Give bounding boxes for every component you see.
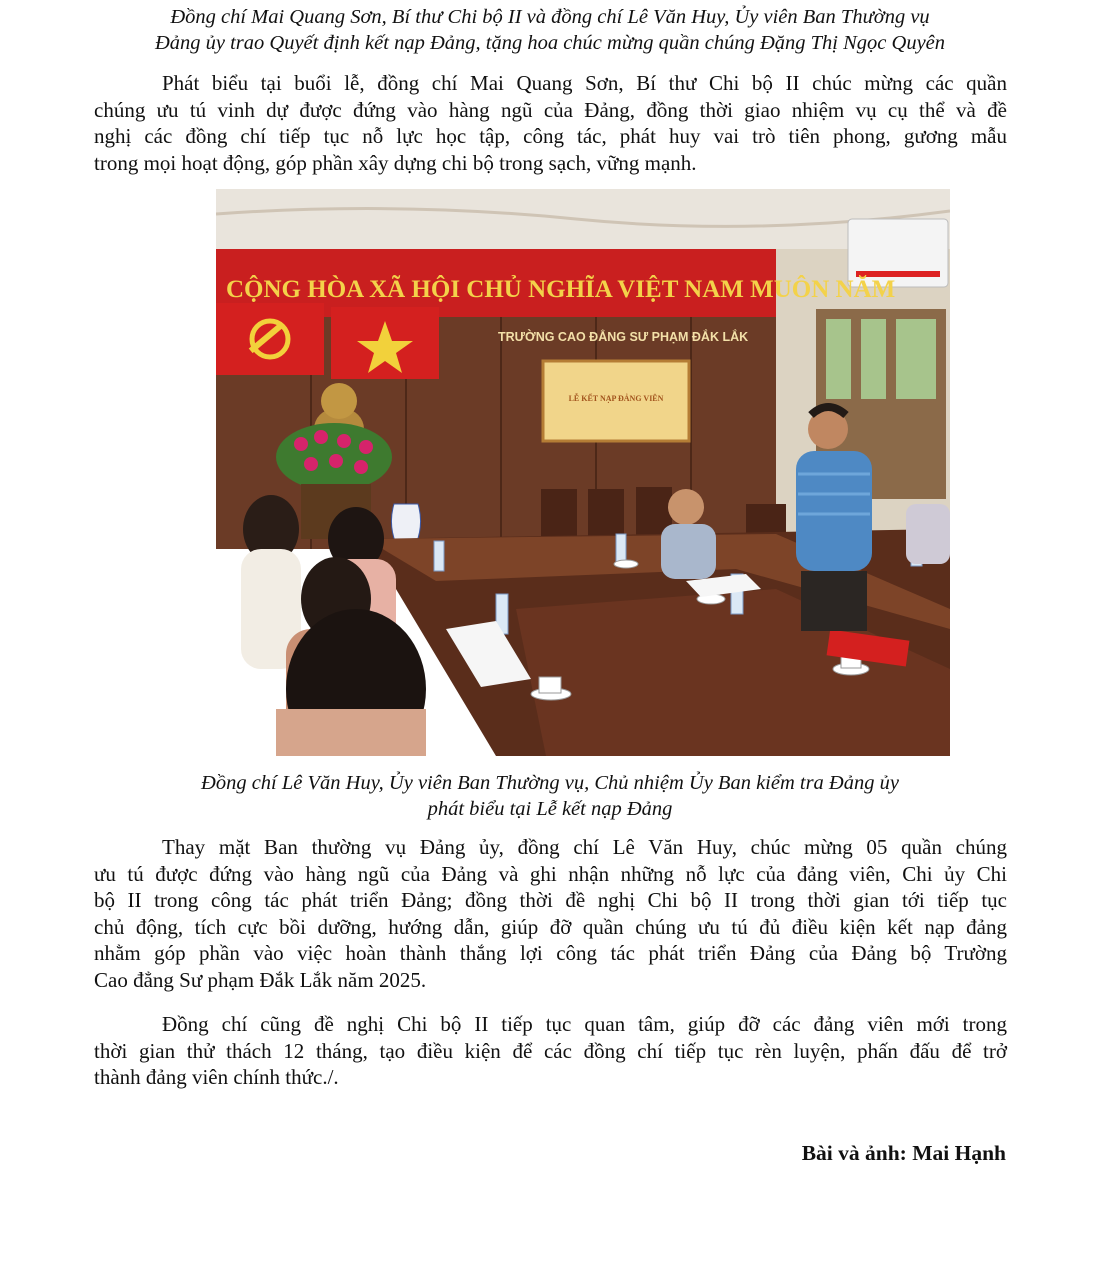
caption-photo-line-2: phát biểu tại Lễ kết nạp Đảng bbox=[427, 798, 673, 820]
paragraph-3-line-1: Đồng chí cũng đề nghị Chi bộ II tiếp tục quan tâm, giúp đỡ các đảng viên mới trong bbox=[162, 1012, 1007, 1036]
paragraph-2-line-1: Thay mặt Ban thường vụ Đảng ủy, đồng chí Lê Văn Huy, chúc mừng 05 quần chúng bbox=[162, 835, 1007, 859]
wall-text: TRƯỜNG CAO ĐẲNG SƯ PHẠM ĐẮK LẮK bbox=[498, 330, 749, 344]
screen-text: LỄ KẾT NẠP ĐẢNG VIÊN bbox=[568, 394, 664, 403]
caption-top-line-2: Đảng ủy trao Quyết định kết nạp Đảng, tặng hoa chúc mừng quần chúng Đặng Thị Ngọc Quyên bbox=[154, 32, 946, 54]
meeting-photo bbox=[216, 189, 950, 756]
author-signature: Bài và ảnh: Mai Hạnh bbox=[801, 1141, 1006, 1165]
banner-text: CỘNG HÒA XÃ HỘI CHỦ NGHĨA VIỆT NAM MUÔN NĂM bbox=[226, 276, 896, 303]
caption-photo-line-1: Đồng chí Lê Văn Huy, Ủy viên Ban Thường vụ, Chủ nhiệm Ủy Ban kiểm tra Đảng ủy bbox=[201, 772, 899, 794]
meeting-photo-illustration bbox=[216, 189, 950, 756]
paragraph-2-line-6: Cao đẳng Sư phạm Đắk Lắk năm 2025. bbox=[94, 967, 427, 992]
paragraph-1-line-3: nghị các đồng chí tiếp tục nỗ lực học tập, công tác, phát huy vai trò tiên phong, gương mẫu bbox=[94, 124, 1007, 148]
paragraph-2-line-5: nhằm góp phần vào việc hoàn thành thắng lợi công tác phát triển Đảng của Đảng bộ Trường bbox=[94, 941, 1007, 965]
paragraph-2 bbox=[94, 834, 1007, 993]
paragraph-1-line-2: chúng ưu tú vinh dự được đứng vào hàng ngũ của Đảng, đồng thời giao nhiệm vụ cụ thể và đề bbox=[94, 97, 1007, 122]
paragraph-2-line-2: ưu tú được đứng vào hàng ngũ của Đảng và ghi nhận những nỗ lực của đảng viên, Chi ủy Chi bbox=[94, 861, 1007, 886]
caption-photo bbox=[90, 770, 1010, 822]
paragraph-3-line-3: thành đảng viên chính thức./. bbox=[94, 1065, 339, 1089]
paragraph-2-line-3: bộ II trong công tác phát triển Đảng; đồng thời đề nghị Chi bộ II trong thời gian tới tiếp tục bbox=[94, 888, 1007, 912]
paragraph-3 bbox=[94, 1011, 1007, 1091]
paragraph-1-line-1: Phát biểu tại buổi lễ, đồng chí Mai Quang Sơn, Bí thư Chi bộ II chúc mừng các quần bbox=[162, 71, 1007, 95]
paragraph-2-line-4: chủ động, tích cực bồi dưỡng, hướng dẫn, giúp đỡ quần chúng ưu tú đủ điều kiện kết nạp đảng bbox=[94, 914, 1007, 939]
caption-top-line-1: Đồng chí Mai Quang Sơn, Bí thư Chi bộ II và đồng chí Lê Văn Huy, Ủy viên Ban Thường vụ bbox=[170, 6, 930, 28]
paragraph-1 bbox=[94, 70, 1007, 176]
paragraph-1-line-4: trong mọi hoạt động, góp phần xây dựng chi bộ trong sạch, vững mạnh. bbox=[94, 150, 697, 175]
caption-top bbox=[90, 4, 1010, 56]
paragraph-3-line-2: thời gian thử thách 12 tháng, tạo điều kiện để các đồng chí tiếp tục rèn luyện, phấn đấu để trở bbox=[94, 1038, 1007, 1063]
